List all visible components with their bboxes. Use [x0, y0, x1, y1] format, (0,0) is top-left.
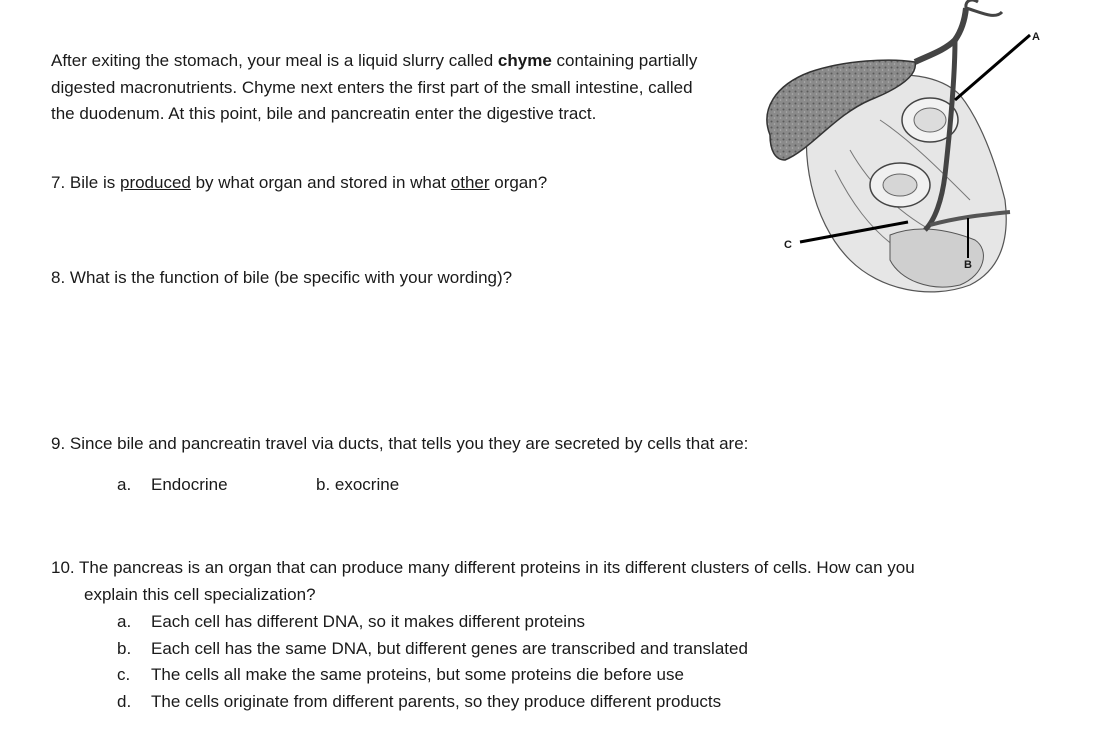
- q10-option-b: [117, 636, 748, 663]
- q10-option-c-text: The cells all make the same proteins, but some proteins die before use: [151, 665, 684, 684]
- q7-mid: by what organ and stored in what: [190, 173, 451, 192]
- q10-option-d: [117, 689, 721, 716]
- q10-option-a-letter: a.: [117, 612, 132, 631]
- q7-underlined-other: other: [450, 173, 490, 192]
- figure-label-b: B: [964, 259, 972, 271]
- q9-option-a-text: Endocrine: [151, 475, 228, 494]
- intro-part1: After exiting the stomach, your meal is a liquid slurry called: [51, 51, 498, 70]
- q7-suffix: organ?: [489, 173, 548, 192]
- duodenum-loop-4: [883, 174, 917, 196]
- q10-option-d-letter: d.: [117, 692, 132, 711]
- q9-option-b: b. exocrine: [316, 475, 400, 494]
- question-9: 9. Since bile and pancreatin travel via ducts, that tells you they are secreted by cells that are:: [51, 434, 749, 453]
- figure-label-c: C: [784, 239, 792, 251]
- q9-option-a: [117, 472, 228, 499]
- q7-underlined-produced: produced: [119, 173, 191, 192]
- intro-bold-word: chyme: [497, 51, 552, 70]
- bile-duct: [915, 8, 966, 62]
- duodenum-loop-2: [914, 108, 946, 132]
- hepatic-duct-branch: [966, 0, 1002, 15]
- q10-option-d-text: The cells originate from different parents, so they produce different products: [151, 692, 722, 711]
- q10-option-a: [117, 609, 585, 636]
- q10-option-b-text: Each cell has the same DNA, but different genes are transcribed and translated: [151, 639, 748, 658]
- question-7: [51, 170, 547, 197]
- question-10-line2: explain this cell specialization?: [84, 585, 316, 604]
- q10-option-a-text: Each cell has different DNA, so it makes different proteins: [151, 612, 586, 631]
- question-8: 8. What is the function of bile (be specific with your wording)?: [51, 268, 513, 287]
- intro-part2: containing partially digested macronutrients. Chyme next enters the first part of the small intestine, called the duodenum. At this point, bile and pancreatin enter the digestive tract.: [51, 51, 698, 123]
- anatomy-figure: [740, 0, 1060, 310]
- q7-prefix: 7. Bile is: [51, 173, 120, 192]
- q10-option-b-letter: b.: [117, 639, 132, 658]
- intro-paragraph: [51, 48, 711, 128]
- question-10-line1: 10. The pancreas is an organ that can produce many different proteins in its different clusters of cells. How can you: [51, 558, 915, 577]
- pointer-line-a: [955, 35, 1030, 100]
- figure-label-a: A: [1032, 31, 1040, 43]
- q10-option-c-letter: c.: [117, 665, 131, 684]
- q10-option-c: [117, 662, 684, 689]
- q9-option-a-letter: a.: [117, 475, 132, 494]
